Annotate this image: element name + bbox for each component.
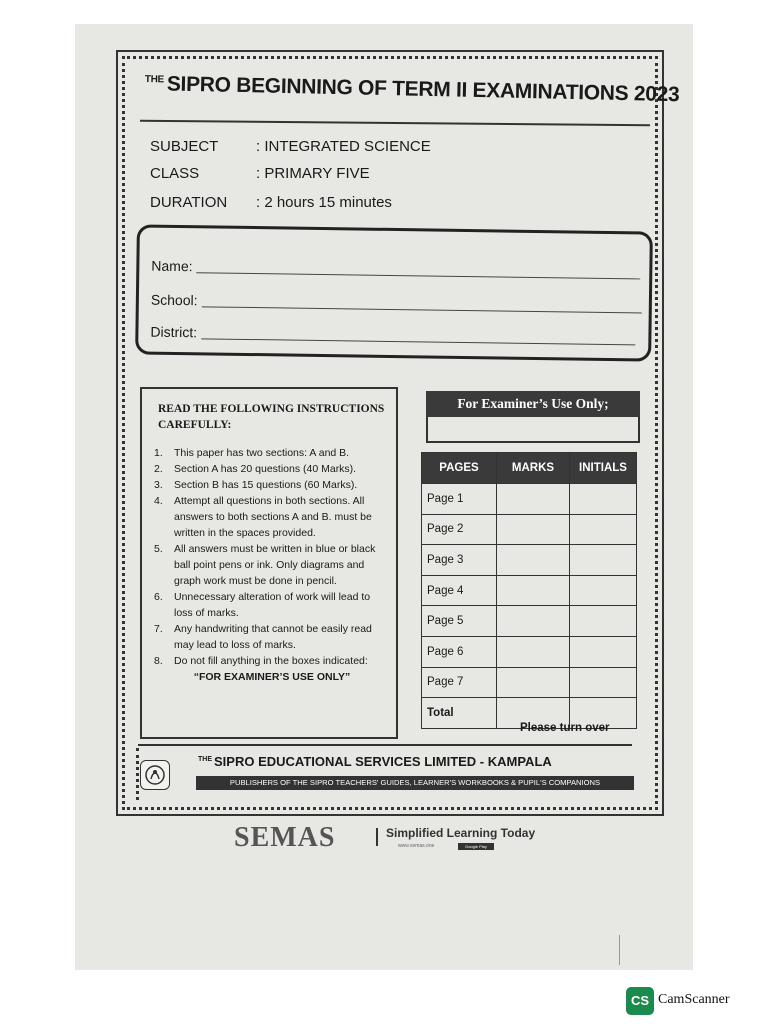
page-cell: Page 1 bbox=[422, 484, 497, 515]
instruction-closing: “FOR EXAMINER’S USE ONLY” bbox=[193, 671, 351, 683]
marks-cell[interactable] bbox=[497, 636, 570, 667]
table-row bbox=[422, 575, 637, 606]
initials-cell[interactable] bbox=[570, 667, 637, 698]
marks-cell[interactable] bbox=[497, 667, 570, 698]
meta-subject bbox=[150, 138, 431, 155]
field-label: Name: bbox=[151, 257, 193, 275]
brand-url: www.semas.one bbox=[398, 843, 435, 849]
marks-cell[interactable] bbox=[497, 545, 570, 576]
table-row bbox=[422, 514, 637, 545]
total-cell: Total bbox=[422, 698, 497, 729]
table-row bbox=[422, 484, 637, 515]
column-header: INITIALS bbox=[570, 453, 637, 484]
meta-duration bbox=[150, 194, 392, 211]
initials-cell[interactable] bbox=[570, 545, 637, 576]
instruction-list bbox=[154, 445, 390, 685]
school-field[interactable] bbox=[151, 292, 642, 315]
marks-cell[interactable] bbox=[497, 575, 570, 606]
initials-cell[interactable] bbox=[570, 606, 637, 637]
table-header-row bbox=[422, 453, 637, 484]
instruction-item: 2. Section A has 20 questions (40 Marks). bbox=[154, 463, 357, 475]
table-row bbox=[422, 636, 637, 667]
page-cell: Page 5 bbox=[422, 606, 497, 637]
title-prefix: THE bbox=[144, 73, 165, 86]
page-cell: Page 6 bbox=[422, 636, 497, 667]
instruction-item: 5. All answers must be written in blue or black ball point pens or ink. Only diagrams and graph work must be done in pencil. bbox=[154, 543, 376, 587]
google-play-badge-icon: Google Play bbox=[458, 843, 494, 850]
instruction-item: 6. Unnecessary alteration of work will lead to loss of marks. bbox=[154, 591, 371, 619]
initials-cell[interactable] bbox=[570, 484, 637, 515]
initials-cell[interactable] bbox=[570, 575, 637, 606]
brand-tagline: Simplified Learning Today bbox=[386, 826, 536, 840]
meta-class bbox=[150, 165, 370, 182]
logo-emblem-icon bbox=[141, 761, 169, 789]
table-row bbox=[422, 545, 637, 576]
semas-brand-logo: SEMAS bbox=[234, 822, 336, 853]
initials-cell[interactable] bbox=[570, 636, 637, 667]
page-cell: Page 4 bbox=[422, 575, 497, 606]
field-label: District: bbox=[150, 323, 198, 341]
instruction-item: 8. Do not fill anything in the boxes indicated: bbox=[154, 655, 368, 667]
instructions-box bbox=[140, 387, 398, 739]
meta-label: SUBJECT bbox=[150, 138, 219, 155]
camscanner-watermark: CamScanner bbox=[658, 992, 730, 1007]
meta-label: DURATION bbox=[150, 194, 228, 211]
marks-cell[interactable] bbox=[497, 606, 570, 637]
marks-cell[interactable] bbox=[497, 514, 570, 545]
company-name: $^{THE}$ SIPRO EDUCATIONAL SERVICES LIMITED - KAMPALA bbox=[198, 754, 552, 769]
instruction-item: 7. Any handwriting that cannot be easily read may lead to loss of marks. bbox=[154, 623, 372, 651]
table-row bbox=[422, 667, 637, 698]
instruction-item: 1. This paper has two sections: A and B. bbox=[154, 447, 350, 459]
meta-value: : PRIMARY FIVE bbox=[256, 165, 370, 182]
meta-value: : 2 hours 15 minutes bbox=[256, 194, 392, 211]
page-curl bbox=[619, 935, 620, 965]
examiner-signature-box[interactable] bbox=[426, 417, 640, 443]
column-header: PAGES bbox=[422, 453, 497, 484]
column-header: MARKS bbox=[497, 453, 570, 484]
footer-divider bbox=[138, 744, 632, 746]
page-cell: Page 3 bbox=[422, 545, 497, 576]
heading-line: CAREFULLY: bbox=[158, 419, 232, 431]
heading-line: READ THE FOLLOWING INSTRUCTIONS bbox=[158, 403, 385, 415]
sipro-logo-icon bbox=[140, 760, 170, 790]
district-field[interactable] bbox=[150, 324, 635, 347]
meta-value: : INTEGRATED SCIENCE bbox=[256, 138, 431, 155]
publishers-banner: PUBLISHERS OF THE SIPRO TEACHERS' GUIDES, LEARNER'S WORKBOOKS & PUPIL'S COMPANIONS bbox=[196, 776, 634, 790]
write-line[interactable] bbox=[196, 272, 640, 279]
initials-cell[interactable] bbox=[570, 514, 637, 545]
brand-separator bbox=[376, 828, 378, 846]
candidate-details-box bbox=[135, 224, 653, 361]
table-row bbox=[422, 606, 637, 637]
title-text: SIPRO BEGINNING OF TERM II EXAMINATIONS 2023 bbox=[166, 72, 680, 107]
meta-label: CLASS bbox=[150, 165, 200, 182]
marks-cell[interactable] bbox=[497, 484, 570, 515]
name-field[interactable] bbox=[151, 258, 640, 281]
page-cell: Page 2 bbox=[422, 514, 497, 545]
page-cell: Page 7 bbox=[422, 667, 497, 698]
turn-over-note: Please turn over bbox=[520, 722, 610, 734]
field-label: School: bbox=[150, 291, 198, 309]
instruction-item: 3. Section B has 15 questions (60 Marks). bbox=[154, 479, 358, 491]
write-line[interactable] bbox=[201, 306, 641, 313]
marks-table bbox=[421, 452, 637, 729]
instruction-item: 4. Attempt all questions in both sections. All answers to both sections A and B. must be written in the spaces provided. bbox=[154, 495, 372, 539]
camscanner-logo-icon: CS bbox=[626, 987, 654, 1015]
instructions-heading bbox=[158, 401, 388, 433]
write-line[interactable] bbox=[201, 338, 635, 345]
examiner-heading: For Examiner’s Use Only; bbox=[426, 391, 640, 417]
